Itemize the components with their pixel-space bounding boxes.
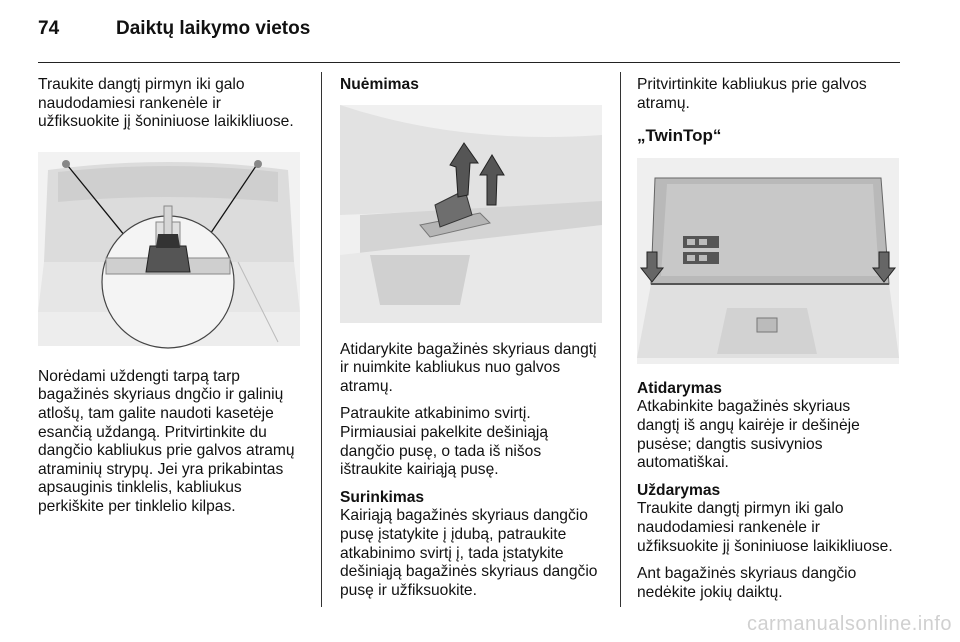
warning-text	[637, 565, 905, 602]
line: apsauginis tinklelis, kabliukus	[38, 479, 242, 497]
closing-text	[637, 500, 905, 556]
page-number: 74	[38, 18, 60, 39]
line: perkiškite per tinklelio kilpas.	[38, 497, 236, 515]
page-title: Daiktų laikymo vietos	[116, 18, 311, 39]
removal-heading: Nuėmimas	[340, 76, 419, 93]
column-divider-1	[321, 72, 322, 607]
cargo-cover-hook-illustration	[38, 142, 300, 356]
line: Traukite dangtį pirmyn iki galo	[38, 76, 245, 93]
line: užfiksuokite jį šoniniuose laikikliuose.	[38, 113, 294, 131]
removal-step-1	[340, 341, 616, 397]
line: dangtį iš angų kairėje ir dešinėje	[637, 416, 860, 434]
line: automatiškai.	[637, 454, 729, 472]
line: pusę ir užfiksuokite.	[340, 581, 477, 599]
line: Pirmiausiai pakelkite dešiniąją	[340, 423, 549, 441]
col1-text2	[38, 368, 316, 517]
line: užfiksuokite jį šoniniuose laikikliuose.	[637, 537, 893, 555]
line: atkabinimo svirtį į, tada įstatykite	[340, 544, 564, 562]
line: pusėse; dangtis susivynios	[637, 435, 823, 453]
twintop-cover-illustration	[637, 158, 899, 364]
line: ir nuimkite kabliukus nuo galvos	[340, 359, 561, 377]
removal-step-2	[340, 405, 616, 479]
assembly-heading: Surinkimas	[340, 488, 425, 506]
column-divider-2	[620, 72, 621, 607]
header-rule	[38, 62, 900, 63]
line: Patraukite atkabinimo svirtį.	[340, 405, 531, 423]
line: naudodamiesi rankenėle ir	[637, 518, 820, 536]
col1-text1	[38, 76, 316, 132]
line: ištraukite kairiąją pusę.	[340, 461, 499, 479]
line: bagažinės skyriaus dngčio ir galinių	[38, 386, 284, 404]
line: atramų.	[340, 377, 393, 395]
cover-removal-illustration	[340, 105, 602, 323]
line: Pritvirtinkite kabliukus prie galvos	[637, 76, 867, 93]
line: Ant bagažinės skyriaus dangčio	[637, 565, 857, 583]
column-3	[637, 76, 905, 611]
line: Traukite dangtį pirmyn iki galo	[637, 500, 844, 518]
page-header	[38, 18, 310, 48]
line: pusę įstatykite į įdubą, patraukite	[340, 525, 567, 543]
line: dešiniąją bagažinės skyriaus dangčio	[340, 563, 598, 581]
assembly-text	[340, 507, 616, 600]
line: dangčio pusę, o tada iš nišos	[340, 442, 542, 460]
column-1	[38, 76, 316, 526]
column-2	[340, 76, 616, 609]
closing-heading: Uždarymas	[637, 481, 721, 499]
opening-text	[637, 398, 905, 472]
line: esančią uždangą. Pritvirtinkite du	[38, 423, 267, 441]
line: Kairiąją bagažinės skyriaus dangčio	[340, 507, 588, 525]
line: atlošų, tam galite naudoti kasetėje	[38, 404, 274, 422]
watermark: carmanualsonline.info	[746, 613, 952, 635]
twintop-heading: „TwinTop“	[637, 126, 722, 146]
line: atramų.	[637, 94, 690, 112]
opening-heading: Atidarymas	[637, 379, 722, 397]
col3-text1	[637, 76, 905, 113]
line: nedėkite jokių daiktų.	[637, 583, 783, 601]
line: Atkabinkite bagažinės skyriaus	[637, 398, 851, 416]
line: Norėdami uždengti tarpą tarp	[38, 367, 240, 385]
line: atraminių strypų. Jei yra prikabintas	[38, 460, 284, 478]
line: Atidarykite bagažinės skyriaus dangtį	[340, 340, 597, 358]
line: dangčio kabliukus prie galvos atramų	[38, 442, 295, 460]
line: naudodamiesi rankenėle ir	[38, 94, 221, 112]
